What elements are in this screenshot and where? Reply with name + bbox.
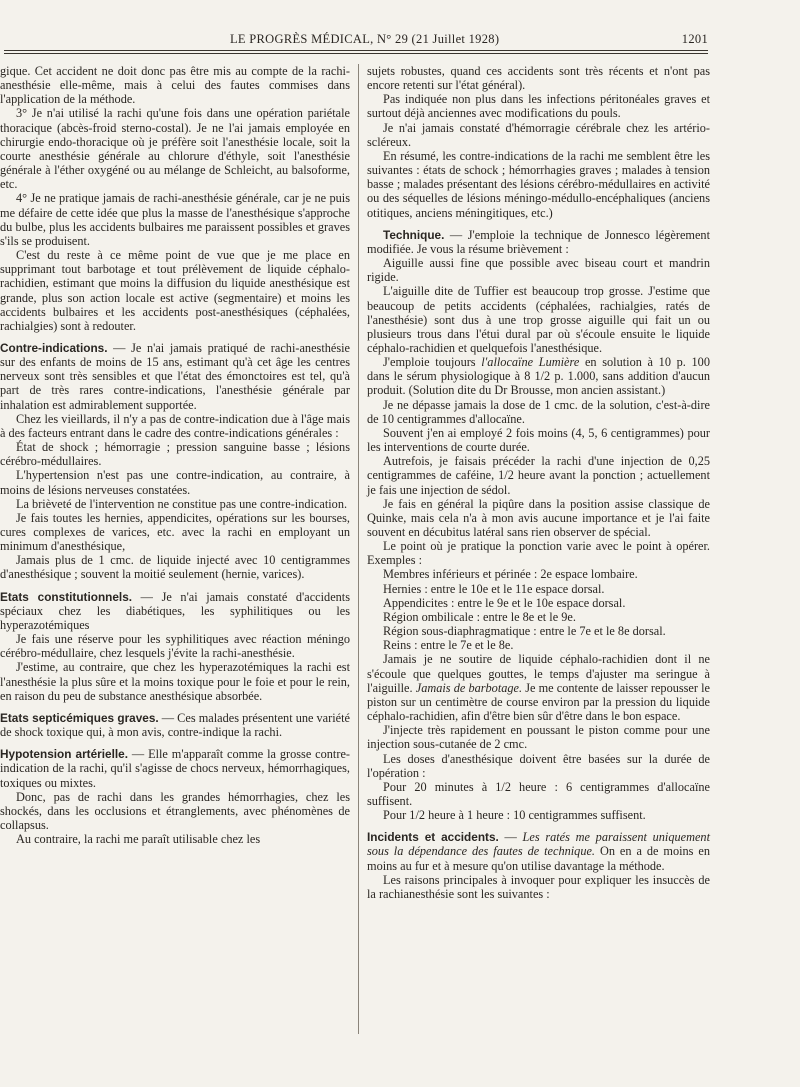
paragraph: Je n'ai jamais constaté d'hémorragie cérébrale chez les artério-scléreux.	[367, 120, 710, 149]
paragraph: 3° Je n'ai utilisé la rachi qu'une fois dans une opération pariétale thoracique (abcès-froid sterno-costal). Je ne l'ai jamais employée en chirurgie endo-thoracique où je préfère soit l'anesthésie locale, soit la courte anesthésie générale au chlorure d'éthyle, soit l'anesthésie générale à l'éther oxygéné ou au mélange de Schleicht, au balsoforme, etc.	[0, 106, 350, 192]
emphasis: Les ratés me paraissent uniquement sous la dépendance des fautes de technique.	[367, 830, 710, 859]
paragraph: Les doses d'anesthésique doivent être basées sur la durée de l'opération :	[367, 751, 710, 780]
paragraph	[367, 652, 710, 723]
list-item: Hernies : entre le 10e et le 11e espace dorsal.	[383, 581, 605, 596]
section-heading: Etats septicémiques graves.	[0, 710, 159, 725]
paragraph: Autrefois, je faisais précéder la rachi d'une injection de 0,25 centigrammes de caféine, 1/2 heure avant la ponction ; actuellement je fais une injection de sédol.	[367, 454, 710, 497]
text-run: Jamais je ne soutire de liquide céphalo-rachidien dont il ne s'écoule que quelques gouttes, le temps d'ajuster ma seringue à l'aiguille.	[367, 652, 710, 695]
paragraph: Je fais toutes les hernies, appendicites, opérations sur les bourses, cures complexes de varices, etc. avec la rachi en employant un minimum d'anesthésique,	[0, 510, 350, 554]
section-incidents	[367, 830, 710, 872]
paragraph: J'injecte très rapidement en poussant le piston comme pour une injection sous-cutanée de 2 cmc.	[367, 723, 710, 752]
section-text: — Ces malades présentent une variété de shock toxique qui, à mon avis, contre-indique la rachi.	[0, 710, 350, 740]
text-run: —	[498, 830, 523, 845]
section-heading: Incidents et accidents.	[367, 830, 499, 845]
paragraph: J'estime, au contraire, que chez les hyperazotémiques la rachi est l'anesthésie la plus sûre et la moins toxique pour le foie et pour le rein, en raison du peu de substance anesthésique absorbée.	[0, 660, 350, 703]
paragraph: Donc, pas de rachi dans les grandes hémorrhagies, chez les shockés, dans les occlusions et étranglements, avec phénomènes de collapsus.	[0, 789, 350, 832]
paragraph: Je fais en général la piqûre dans la position assise classique de Quinke, mais cela n'a à mon avis aucune importance et je l'ai faite souvent en décubitus latéral sans rien observer de spécial.	[367, 496, 710, 539]
paragraph: Aiguille aussi fine que possible avec biseau court et mandrin rigide.	[367, 256, 710, 285]
text-run: en solution à 10 p. 100 dans le sérum physiologique à 8 1/2 p. 1.000, sans addition d'aucun produit. (Solution dite du Dr Brousse, mon ancien assistant.)	[367, 355, 710, 398]
list-item: Région sous-diaphragmatique : entre le 7e et le 8e dorsal.	[383, 624, 666, 639]
section-text: — Je n'ai jamais constaté d'accidents spéciaux chez les diabétiques, les syphilitiques ou les hyperazotémiques	[0, 589, 350, 632]
list-item: Région ombilicale : entre le 8e et le 9e.	[383, 609, 576, 624]
text-run: Je me contente de laisser repousser le piston sur un centimètre de course environ par la pression du liquide céphalo-rachidien, afin d'être bien sûr d'être dans le bon espace.	[367, 680, 710, 724]
section-etats-septicemiques	[0, 711, 350, 739]
paragraph: Les raisons principales à invoquer pour expliquer les insuccès de la rachianesthésie sont les suivantes :	[367, 872, 710, 901]
left-column	[0, 64, 350, 846]
paragraph: Jamais plus de 1 cmc. de liquide injecté avec 10 centigrammes d'anesthésique ; souvent la moitié seulement (hernie, varices).	[0, 553, 350, 582]
section-text: — Je n'ai jamais pratiqué de rachi-anesthésie sur des enfants de moins de 15 ans, estimant qu'à cet âge les centres nerveux sont très sensibles et que l'état des émonctoires est tel, qu'à part de très rares contre-indications, l'anesthésie générale par inhalation est admirablement supportée.	[0, 340, 350, 412]
paragraph	[367, 355, 710, 397]
paragraph: Je ne dépasse jamais la dose de 1 cmc. de la solution, c'est-à-dire de 10 centigrammes d'allocaïne.	[367, 397, 710, 426]
paragraph: Pour 20 minutes à 1/2 heure : 6 centigrammes d'allocaïne suffisent.	[367, 779, 710, 808]
section-text: On en a de moins en moins au fur et à mesure qu'on utilise davantage la méthode.	[367, 844, 710, 873]
emphasis: Jamais de barbotage.	[415, 680, 523, 695]
product-name: l'allocaïne Lumière	[481, 355, 580, 370]
section-contre-indications	[0, 341, 350, 412]
section-hypotension	[0, 747, 350, 789]
paragraph: gique. Cet accident ne doit donc pas être mis au compte de la rachi-anesthésie elle-même, mais à celui des fautes commises dans l'application de la méthode.	[0, 64, 350, 107]
list-item: Appendicites : entre le 9e et le 10e espace dorsal.	[383, 595, 626, 610]
section-heading: Contre-indications.	[0, 340, 108, 355]
paragraph: Souvent j'en ai employé 2 fois moins (4, 5, 6 centigrammes) pour les interventions de courte durée.	[367, 425, 710, 455]
journal-title: LE PROGRÈS MÉDICAL, N° 29 (21 Juillet 1928)	[230, 32, 500, 46]
paragraph: C'est du reste à ce même point de vue que je me place en supprimant tout barbotage et tout prélèvement de liquide céphalo-rachidien, estimant que moins la diffusion du liquide anesthésique est grande, plus son action locale est active (segmentaire) et moins les accidents bulbaires et les accidents post-anesthésiques (céphalées, rachialgies) sont à redouter.	[0, 248, 350, 333]
paragraph: Le point où je pratique la ponction varie avec le point à opérer. Exemples :	[367, 539, 710, 568]
section-heading: Technique.	[383, 227, 445, 242]
page-number: 1201	[681, 32, 708, 46]
column-divider	[358, 64, 359, 1034]
paragraph: L'aiguille dite de Tuffier est beaucoup trop grosse. J'estime que beaucoup de petits accidents (céphalées, rachialgies, ratés de l'anesthésie) sont dus à une trop grosse aiguille qui fait un ou plusieurs trous dans l'étui dural par où s'écoule ensuite le liquide céphalo-rachidien et quelquefois l'anesthésique.	[367, 284, 710, 355]
section-heading: Etats constitutionnels.	[0, 589, 133, 604]
section-heading: Hypotension artérielle.	[0, 747, 128, 762]
paragraph: La brièveté de l'intervention ne constitue pas une contre-indication.	[16, 496, 348, 511]
paragraph: État de shock ; hémorragie ; pression sanguine basse ; lésions cérébro-médullaires.	[0, 440, 350, 469]
paragraph: sujets robustes, quand ces accidents sont très récents et n'ont pas encore retenti sur l'état général).	[367, 64, 710, 93]
section-etats-constitutionnels	[0, 590, 350, 632]
list-item: Reins : entre le 7e et le 8e.	[383, 638, 514, 653]
paragraph: Je fais une réserve pour les syphilitiques avec réaction méningo cérébro-médullaire, chez lesquels j'évite la rachi-anesthésie.	[0, 632, 350, 661]
paragraph: Au contraire, la rachi me paraît utilisable chez les	[16, 832, 261, 847]
text-run: J'emploie toujours	[383, 355, 482, 370]
paragraph: En résumé, les contre-indications de la rachi me semblent être les suivantes : états de schock ; hémorrhagies graves ; malades à tension basse ; malades présentant des lésions cérébro-médullaires en activité ou des séquelles de lésions méningo-médullo-encéphaliques (anciens otitiques, anciens méningitiques, etc.)	[367, 148, 710, 220]
list-item: Membres inférieurs et périnée : 2e espace lombaire.	[383, 567, 638, 582]
section-text: — J'emploie la technique de Jonnesco légèrement modifiée. Je vous la résume brièvement :	[367, 227, 710, 256]
section-text: — Elle m'apparaît comme la grosse contre-indication de la rachi, qu'il s'agisse de chocs nerveux, hémorrhagiques, toxiques ou mixtes.	[0, 747, 350, 790]
header-rule-top	[4, 50, 708, 51]
paragraph: Pas indiquée non plus dans les infections péritonéales graves et surtout déjà anciennes avec modifications du pouls.	[367, 92, 710, 121]
paragraph: L'hypertension n'est pas une contre-indication, au contraire, à moins de lésions nerveuses constatées.	[0, 468, 350, 497]
paragraph: Chez les vieillards, il n'y a pas de contre-indication due à l'âge mais à des facteurs entrant dans le cadre des contre-indications générales :	[0, 411, 350, 440]
paragraph: Pour 1/2 heure à 1 heure : 10 centigrammes suffisent.	[383, 808, 646, 823]
section-technique	[367, 228, 710, 256]
paragraph: 4° Je ne pratique jamais de rachi-anesthésie générale, car je ne puis me défaire de cette idée que plus la masse de l'anesthésique s'approche du bulbe, plus les accidents bulbaires me paraissent possibles et graves s'ils se produisent.	[0, 191, 350, 248]
header-rule-bottom	[4, 53, 708, 54]
right-column	[367, 64, 710, 901]
